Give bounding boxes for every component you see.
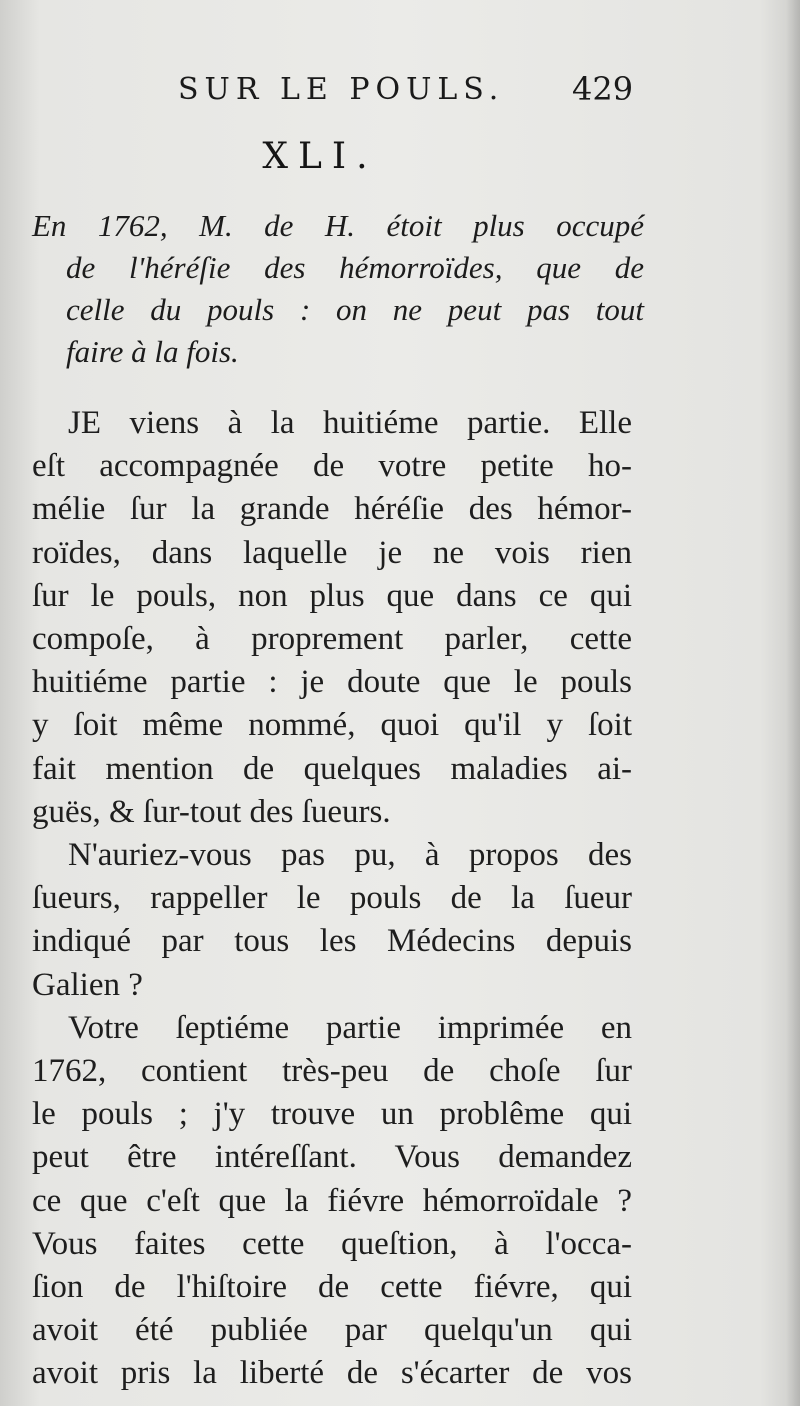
text-line: ce que c'eſt que la fiévre hémorroïdale ? — [32, 1182, 632, 1219]
text-line: guës, & ſur-tout des ſueurs. — [32, 793, 391, 830]
paragraph — [32, 834, 632, 1007]
text-line: JE viens à la huitiéme partie. Elle — [68, 405, 632, 441]
paragraph — [32, 1007, 632, 1396]
text-line: ſueurs, rappeller le pouls de la ſueur — [32, 880, 632, 917]
text-line: eſt accompagnée de votre petite ho- — [32, 448, 632, 485]
text-line: huitiéme partie : je doute que le pouls — [32, 664, 632, 701]
text-line: le pouls ; j'y trouve un problême qui — [32, 1096, 632, 1133]
running-head: SUR LE POULS. — [178, 72, 505, 107]
text-line: indiqué par tous les Médecins depuis — [32, 923, 632, 960]
text-line: N'auriez-vous pas pu, à propos des — [68, 837, 632, 874]
summary-line: de l'héréſie des hémorroïdes, que de — [66, 250, 644, 285]
text-line: peut être intéreſſant. Vous demandez — [32, 1139, 632, 1176]
text-line: compoſe, à proprement parler, cette — [32, 621, 632, 658]
text-line: y ſoit même nommé, quoi qu'il y ſoit — [32, 707, 632, 744]
section-summary — [32, 205, 644, 373]
text-line: ſion de l'hiſtoire de cette fiévre, qui — [32, 1269, 632, 1306]
text-line: avoit pris la liberté de s'écarter de vos — [32, 1355, 632, 1392]
summary-line: faire à la fois. — [66, 334, 239, 369]
section-number: XLI. — [262, 136, 378, 177]
text-line: Vous faites cette queſtion, à l'occa- — [32, 1225, 632, 1262]
text-line: 1762, contient très-peu de choſe ſur — [32, 1053, 632, 1090]
paragraph — [32, 402, 632, 834]
text-line: mélie ſur la grande héréſie des hémor- — [32, 491, 632, 528]
text-line: Votre ſeptiéme partie imprimée en — [68, 1009, 632, 1046]
body-text — [32, 402, 632, 1396]
summary-line: celle du pouls : on ne peut pas tout — [66, 292, 644, 327]
text-line: avoit été publiée par quelqu'un qui — [32, 1312, 632, 1349]
page-number: 429 — [572, 70, 634, 108]
summary-line: En 1762, M. de H. étoit plus occupé — [32, 208, 644, 243]
text-line: roïdes, dans laquelle je ne vois rien — [32, 534, 632, 571]
text-line: Galien ? — [32, 966, 143, 1003]
text-line: fait mention de quelques maladies ai- — [32, 750, 632, 787]
text-line: ſur le pouls, non plus que dans ce qui — [32, 577, 632, 614]
